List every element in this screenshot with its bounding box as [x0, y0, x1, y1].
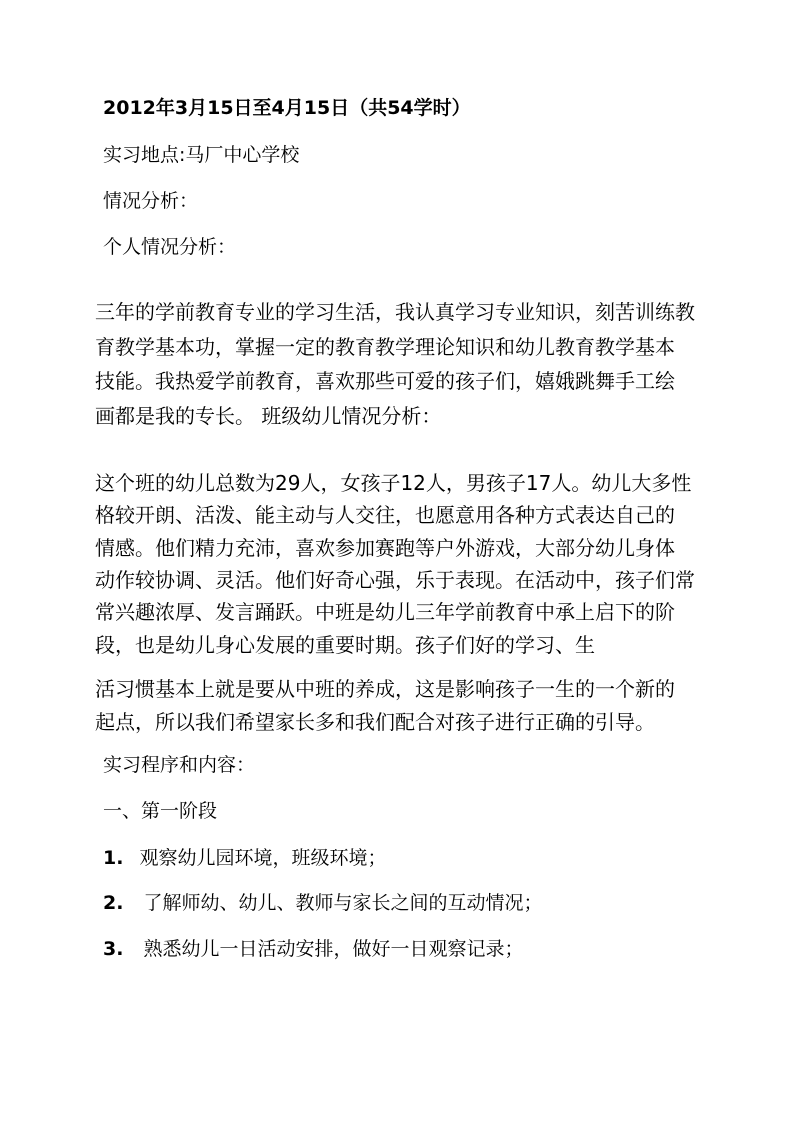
personal-paragraph-line: 育教学基本功，掌握一定的教育教学理论知识和幼儿教育教学基本 — [95, 335, 675, 359]
date-range: 2012年3月15日至4月15日（共54学时） — [103, 97, 471, 119]
personal-paragraph-line: 画都是我的专长。 班级幼儿情况分析： — [95, 404, 442, 428]
class-paragraph-line: 常兴趣浓厚、发言踊跃。中班是幼儿三年学前教育中承上启下的阶 — [95, 600, 675, 624]
personal-heading: 个人情况分析： — [103, 236, 237, 258]
internship-location: 实习地点:马厂中心学校 — [103, 144, 300, 166]
stage-item — [103, 846, 387, 870]
stage-item-text: 观察幼儿园环境，班级环境； — [139, 847, 387, 869]
stage-item-number: 3. — [103, 938, 124, 960]
stage-item — [103, 937, 524, 961]
class-paragraph-line: 情感。他们精力充沛，喜欢参加赛跑等户外游戏，大部分幼儿身体 — [95, 536, 675, 560]
stage-item-number: 1. — [103, 847, 124, 869]
stage-item-text: 了解师幼、幼儿、教师与家长之间的互动情况； — [143, 892, 543, 914]
stage-item-text: 熟悉幼儿一日活动安排，做好一日观察记录； — [143, 938, 524, 960]
class-paragraph-line: 段，也是幼儿身心发展的重要时期。孩子们好的学习、生 — [95, 633, 595, 657]
program-heading: 实习程序和内容： — [103, 754, 256, 776]
class-paragraph-line: 动作较协调、灵活。他们好奇心强，乐于表现。在活动中，孩子们常 — [95, 568, 695, 592]
habit-paragraph-line: 活习惯基本上就是要从中班的养成，这是影响孩子一生的一个新的 — [95, 677, 675, 701]
class-paragraph-line: 格较开朗、活泼、能主动与人交往，也愿意用各种方式表达自己的 — [95, 503, 675, 527]
personal-paragraph-line: 三年的学前教育专业的学习生活，我认真学习专业知识，刻苦训练教 — [95, 300, 695, 324]
stage-item-number: 2. — [103, 892, 124, 914]
class-paragraph-line: 这个班的幼儿总数为29人，女孩子12人，男孩子17人。幼儿大多性 — [95, 471, 692, 495]
situation-heading: 情况分析： — [103, 190, 199, 212]
stage-item — [103, 891, 543, 915]
stage-heading: 一、第一阶段 — [103, 800, 218, 822]
habit-paragraph-line: 起点，所以我们希望家长多和我们配合对孩子进行正确的引导。 — [95, 710, 655, 734]
personal-paragraph-line: 技能。我热爱学前教育，喜欢那些可爱的孩子们，嬉娥跳舞手工绘 — [95, 369, 675, 393]
